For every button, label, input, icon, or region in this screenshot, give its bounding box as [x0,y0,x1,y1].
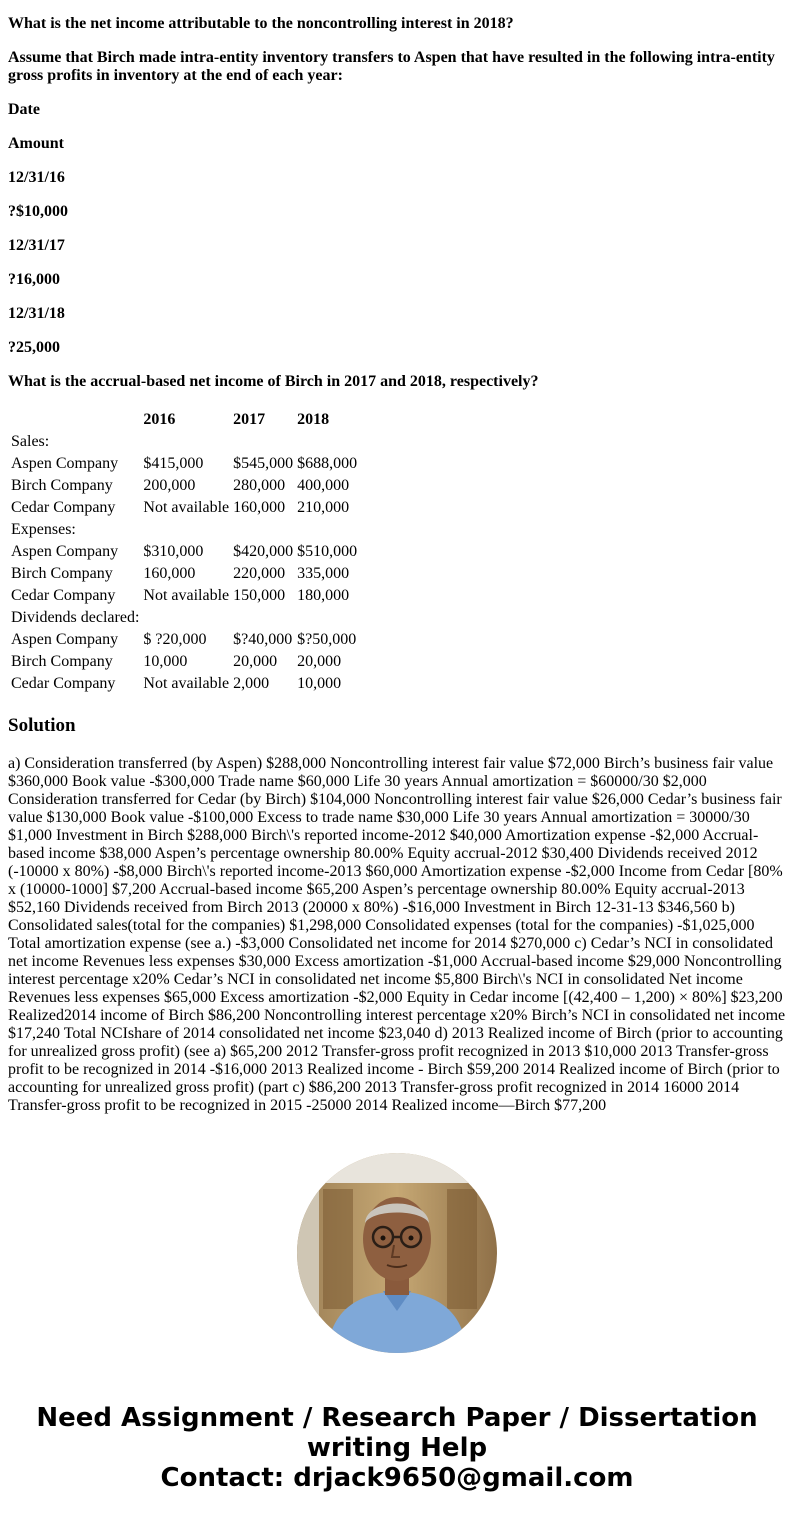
table-cell: 150,000 [233,587,286,604]
table-cell: Not available [143,587,230,604]
table-header-row [10,410,358,430]
portrait-illustration [297,1153,497,1353]
date-2017: 12/31/17 [8,237,65,254]
table-cell: $?40,000 [233,631,293,648]
row-label: Aspen Company [11,455,119,472]
header-cell: 2017 [233,411,266,428]
table-row [10,454,358,474]
row-label: Cedar Company [11,499,116,516]
row-label: Expenses: [11,521,76,538]
row-label: Birch Company [11,653,113,670]
table-row [10,652,358,672]
contact-banner [0,1403,794,1493]
table-row [10,542,358,562]
solution-body: a) Consideration transferred (by Aspen) $288,000 Noncontrolling interest fair value $72,000 Birch’s business fair value $360,000 Book value -$300,000 Trade name $60,000 Life 30 years Annual amortization = $60000/30 $2,000 Consideration transferred for Cedar (by Birch) $104,000 Noncontrolling interest fair value $26,000 Cedar’s business fair value $130,000 Book value -$100,000 Excess to trade name $30,000 Life 30 years Annual amortization = 30000/30 $1,000 Investment in Birch $288,000 Birch\'s reported income-2012 $40,000 Amortization expense -$2,000 Accrual-based income $38,000 Aspen’s percentage ownership 80.00% Equity accrual-2012 $30,400 Dividends received 2012 (-10000 x 80%) -$8,000 Birch\'s reported income-2013 $60,000 Amortization expense -$2,000 Income from Cedar [80% x (10000-1000] $7,200 Accrual-based income $65,200 Aspen’s percentage ownership 80.00% Equity accrual-2013 $52,160 Dividends received from Birch 2013 (20000 x 80%) -$16,000 Investment in Birch 12-31-13 $346,560 b) Consolidated sales(total for the companies) $1,298,000 Consolidated expenses (total for the companies) -$1,025,000 Total amortization expense (see a.) -$3,000 Consolidated net income for 2014 $270,000 c) Cedar’s NCI in consolidated net income Revenues less expenses $30,000 Excess amortization -$1,000 Accrual-based income $29,000 Noncontrolling interest percentage x20% Cedar’s NCI in consolidated net income $5,800 Birch\'s NCI in consolidated Net income Revenues less expenses $65,000 Excess amortization -$2,000 Equity in Cedar income [(42,400 – 1,200) × 80%] $23,200 Realized2014 income of Birch $86,200 Noncontrolling interest percentage x20% Birch’s NCI in consolidated net income $17,240 Total NCIshare of 2014 consolidated net income $23,040 d) 2013 Realized income of Birch (prior to accounting for unrealized gross profit) (see a) $65,200 2012 Transfer-gross profit recognized in 2013 $10,000 2013 Transfer-gross profit to be recognized in 2014 -$16,000 2013 Realized income - Birch $59,200 2014 Realized income of Birch (prior to accounting for unrealized gross profit) (part c) $86,200 2013 Transfer-gross profit recognized in 2014 16000 2014 Transfer-gross profit to be recognized in 2015 -25000 2014 Realized income—Birch $77,200 [8,755,786,1114]
table-cell: $ ?20,000 [143,631,207,648]
ceiling [297,1153,497,1183]
table-row [10,476,358,496]
table-cell: 20,000 [297,653,342,670]
table-cell: $510,000 [297,543,358,560]
solution-heading: Solution [8,715,76,736]
table-cell [232,520,294,540]
date-label: Date [8,101,40,118]
table-cell: 400,000 [297,477,350,494]
author-photo [297,1153,497,1353]
table-cell: 160,000 [233,499,286,516]
date-2016: 12/31/16 [8,169,65,186]
table-cell: 10,000 [143,653,188,670]
table-cell: $545,000 [233,455,294,472]
row-label: Aspen Company [11,543,119,560]
right-eye [409,1236,414,1241]
table-row [10,674,358,694]
header-cell [10,410,140,430]
table-cell: Not available [143,499,230,516]
table-cell: 220,000 [233,565,286,582]
table-cell: $420,000 [233,543,294,560]
question-intra-entity-transfers: Assume that Birch made intra-entity inventory transfers to Aspen that have resulted in the following intra-entity gross profits in inventory at the end of each year: [8,49,775,84]
header-cell: 2018 [297,411,330,428]
table-cell [232,608,294,628]
financial-data-table [8,408,360,696]
row-label: Dividends declared: [11,609,140,626]
amount-2017: ?16,000 [8,271,60,288]
table-cell: 180,000 [297,587,350,604]
table-cell [142,608,230,628]
table-cell: $310,000 [143,543,204,560]
table-cell: $415,000 [143,455,204,472]
banner-line-2: writing Help [306,1433,488,1463]
table-cell [232,432,294,452]
row-label: Birch Company [11,477,113,494]
banner-contact-line: Contact: drjack9650@gmail.com [160,1463,634,1493]
row-label: Cedar Company [11,587,116,604]
amount-2018: ?25,000 [8,339,60,356]
table-row [10,586,358,606]
table-cell [142,432,230,452]
date-2018: 12/31/18 [8,305,65,322]
table-cell: 280,000 [233,477,286,494]
row-label: Birch Company [11,565,113,582]
left-eye [381,1236,386,1241]
table-row [10,608,358,628]
table-cell: 200,000 [143,477,196,494]
table-cell [296,608,358,628]
carved-panel-left [323,1189,353,1309]
table-cell: 10,000 [297,675,342,692]
amount-2016: ?$10,000 [8,203,68,220]
carved-panel-right [447,1189,477,1309]
table-cell: 210,000 [297,499,350,516]
row-label: Sales: [11,433,50,450]
table-cell [296,432,358,452]
table-cell: 2,000 [233,675,270,692]
question-noncontrolling-interest: What is the net income attributable to the noncontrolling interest in 2018? [8,15,514,32]
table-cell: 160,000 [143,565,196,582]
left-door-frame [297,1183,319,1333]
table-row [10,520,358,540]
amount-label: Amount [8,135,65,152]
table-row [10,498,358,518]
table-row [10,630,358,650]
row-label: Aspen Company [11,631,119,648]
table-row [10,564,358,584]
table-cell [296,520,358,540]
table-cell: Not available [143,675,230,692]
table-cell [142,520,230,540]
table-row [10,432,358,452]
header-cell: 2016 [143,411,176,428]
table-cell: $688,000 [297,455,358,472]
table-cell: 20,000 [233,653,278,670]
table-cell: $?50,000 [297,631,357,648]
banner-line-1: Need Assignment / Research Paper / Dissertation [36,1403,758,1433]
question-accrual-income: What is the accrual-based net income of Birch in 2017 and 2018, respectively? [8,373,539,390]
row-label: Cedar Company [11,675,116,692]
table-cell: 335,000 [297,565,350,582]
